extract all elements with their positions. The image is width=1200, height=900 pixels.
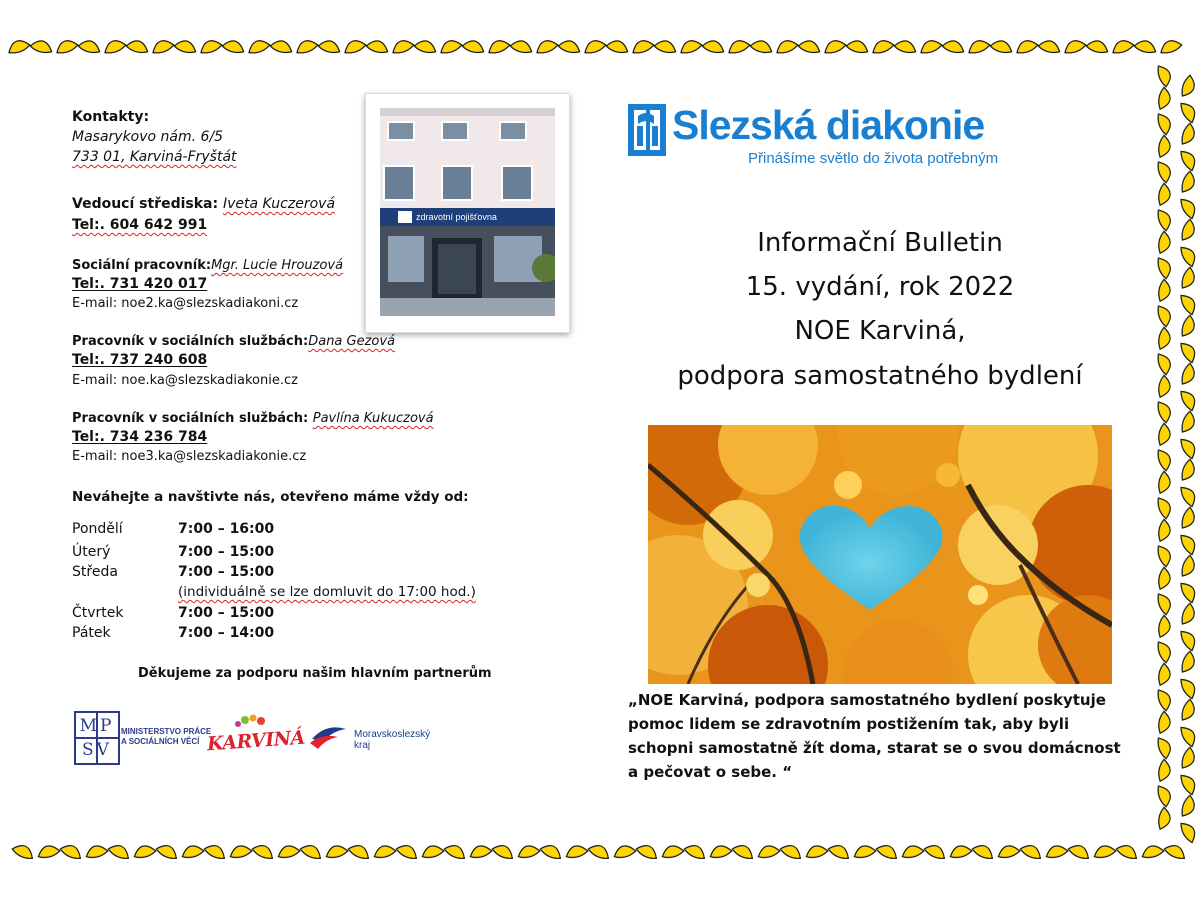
candy-corn-icon	[1180, 362, 1200, 388]
building-photo	[365, 93, 570, 333]
candy-corn-icon	[1115, 838, 1141, 861]
candy-corn-icon	[683, 838, 709, 861]
candy-corn-icon	[35, 839, 60, 859]
candy-corn-icon	[1139, 839, 1164, 859]
title-line-1: Informační Bulletin	[757, 228, 1003, 258]
candy-corn-icon	[30, 34, 55, 54]
candy-corn-icon	[1157, 567, 1176, 591]
candy-corn-icon	[707, 839, 732, 859]
candy-corn-icon	[827, 838, 853, 861]
candy-corn-icon	[821, 34, 847, 56]
candy-corn-icon	[563, 839, 588, 859]
candy-corn-icon	[750, 34, 775, 54]
candy-corn-icon	[1180, 698, 1200, 724]
hours-time-4: 7:00 – 14:00	[178, 625, 275, 641]
candy-corn-icon	[1163, 838, 1189, 861]
candy-corn-icon	[558, 34, 583, 54]
candy-corn-icon	[1178, 481, 1200, 508]
candy-corn-icon	[1180, 458, 1200, 484]
candy-corn-icon	[227, 839, 252, 859]
manager-phone: Tel:. 604 642 991	[72, 217, 208, 233]
candy-corn-icon	[1156, 446, 1178, 472]
candy-corn-icon	[1180, 410, 1200, 436]
social-worker-email: noe2.ka@slezskadiakoni.cz	[121, 296, 299, 311]
candy-corn-icon	[702, 34, 727, 54]
candy-corn-icon	[323, 839, 348, 859]
title-line-3: NOE Karviná,	[794, 316, 966, 346]
hours-heading: Neváhejte a navštivte nás, otevřeno máme vždy od:	[72, 489, 469, 505]
worker1-phone: Tel:. 737 240 608	[72, 352, 208, 368]
candy-corn-icon	[1178, 529, 1200, 556]
candy-corn-icon	[101, 34, 127, 56]
candy-corn-icon	[467, 839, 492, 859]
candy-corn-icon	[611, 839, 636, 859]
candy-corn-icon	[1178, 433, 1200, 460]
candy-corn-icon	[11, 838, 37, 861]
candy-corn-icon	[1043, 839, 1068, 859]
candy-corn-icon	[174, 34, 199, 54]
candy-corn-icon	[275, 839, 300, 859]
candy-corn-icon	[1157, 423, 1176, 447]
building-sign-text: zdravotní pojišťovna	[416, 212, 497, 222]
moravskoslezsky-kraj-logo	[308, 721, 352, 751]
candy-corn-icon	[389, 34, 415, 56]
candy-corn-icon	[1156, 494, 1178, 520]
manager-name: Iveta Kuczerová	[222, 196, 336, 212]
candy-corn-icon	[1156, 638, 1178, 664]
worker2-email: noe3.ka@slezskadiakonie.cz	[121, 449, 307, 464]
candy-corn-icon	[1157, 519, 1176, 543]
title-line-2: 15. vydání, rok 2022	[745, 272, 1015, 302]
candy-corn-icon	[1180, 506, 1200, 532]
candy-corn-icon	[1038, 34, 1063, 54]
candy-corn-icon	[437, 34, 463, 56]
candy-corn-icon	[1156, 686, 1178, 712]
candy-corn-icon	[1178, 337, 1200, 364]
candy-corn-icon	[875, 838, 901, 861]
karvina-logo	[205, 714, 306, 758]
candy-corn-icon	[917, 34, 943, 56]
candy-corn-icon	[179, 839, 204, 859]
candy-corn-icon	[1178, 385, 1200, 412]
candy-corn-icon	[677, 34, 703, 56]
worker2-name: Pavlína Kukuczová	[312, 411, 434, 426]
worker1-row: Pracovník v sociálních službách:Dana Gezová	[72, 334, 396, 349]
candy-corn-icon	[371, 839, 396, 859]
worker1-email: noe.ka@slezskadiakonie.cz	[121, 373, 298, 388]
candy-corn-icon	[462, 34, 487, 54]
candy-corn-icon	[1180, 794, 1200, 820]
worker1-name: Dana Gezová	[308, 334, 396, 349]
candy-corn-icon	[419, 839, 444, 859]
address-line-2: 733 01, Karviná-Fryštát	[72, 149, 237, 165]
hours-time-2: 7:00 – 15:00	[178, 564, 275, 580]
candy-corn-icon	[515, 839, 540, 859]
candy-corn-icon	[629, 34, 655, 56]
karvina-logo-text: KARVINÁ	[206, 726, 306, 756]
candy-corn-icon	[203, 838, 229, 861]
candy-corn-icon	[798, 34, 823, 54]
candy-corn-icon	[126, 34, 151, 54]
candy-corn-icon	[965, 34, 991, 56]
candy-corn-icon	[587, 838, 613, 861]
candy-corn-icon	[1156, 542, 1178, 568]
candy-corn-icon	[1178, 145, 1200, 172]
worker2-phone: Tel:. 734 236 784	[72, 429, 208, 445]
candy-corn-icon	[59, 838, 85, 861]
candy-corn-icon	[1178, 625, 1200, 652]
candy-corn-icon	[1180, 122, 1200, 148]
hours-day-1: Úterý	[72, 544, 111, 560]
candy-corn-icon	[131, 839, 156, 859]
candy-corn-icon	[725, 34, 751, 56]
candy-corn-icon	[1156, 590, 1178, 616]
candy-corn-icon	[78, 34, 103, 54]
candy-corn-icon	[899, 839, 924, 859]
candy-corn-icon	[990, 34, 1015, 54]
candy-corn-icon	[1178, 241, 1200, 268]
candy-corn-icon	[995, 839, 1020, 859]
social-worker-email-row: E-mail: noe2.ka@slezskadiakoni.cz	[72, 296, 299, 311]
hours-time-1: 7:00 – 15:00	[178, 544, 275, 560]
candy-corn-icon	[443, 838, 469, 861]
candy-corn-icon	[1013, 34, 1039, 56]
candy-corn-icon	[1180, 314, 1200, 340]
candy-corn-icon	[107, 838, 133, 861]
candy-corn-icon	[1157, 183, 1176, 207]
candy-corn-icon	[1156, 110, 1178, 136]
social-worker-name: Mgr. Lucie Hrouzová	[211, 258, 344, 273]
worker1-email-row: E-mail: noe.ka@slezskadiakonie.cz	[72, 373, 298, 388]
candy-corn-icon	[1157, 471, 1176, 495]
thanks-text: Děkujeme za podporu našim hlavním partnerům	[138, 666, 492, 681]
slezska-diakonie-logo-icon	[628, 104, 666, 156]
candy-corn-icon	[1180, 554, 1200, 580]
candy-corn-icon	[1157, 807, 1176, 831]
candy-corn-icon	[1157, 87, 1176, 111]
hours-day-3: Čtvrtek	[72, 605, 124, 621]
candy-corn-icon	[533, 34, 559, 56]
candy-corn-icon	[53, 34, 79, 56]
candy-corn-icon	[869, 34, 895, 56]
worker2-email-row: E-mail: noe3.ka@slezskadiakonie.cz	[72, 449, 307, 464]
candy-corn-icon	[414, 34, 439, 54]
candy-corn-icon	[1157, 34, 1183, 56]
candy-corn-icon	[1178, 577, 1200, 604]
hours-day-4: Pátek	[72, 625, 111, 641]
candy-corn-icon	[1091, 839, 1116, 859]
candy-corn-icon	[5, 34, 31, 56]
autumn-heart-photo	[648, 425, 1112, 684]
mission-quote: „NOE Karviná, podpora samostatného bydlení poskytuje pomoc lidem se zdravotním postižením tak, aby byli schopni samostatně žít doma, starat se o svou domácnost a pečovat o sebe. “	[628, 691, 1121, 781]
candy-corn-icon	[846, 34, 871, 54]
candy-corn-icon	[491, 838, 517, 861]
candy-corn-icon	[1157, 663, 1176, 687]
candy-corn-icon	[1180, 170, 1200, 196]
candy-corn-icon	[245, 34, 271, 56]
candy-corn-icon	[581, 34, 607, 56]
candy-corn-icon	[155, 838, 181, 861]
slezska-diakonie-tagline: Přinášíme světlo do života potřebným	[748, 150, 999, 167]
candy-corn-icon	[894, 34, 919, 54]
candy-corn-icon	[197, 34, 223, 56]
candy-corn-icon	[1178, 769, 1200, 796]
candy-corn-icon	[654, 34, 679, 54]
worker2-row: Pracovník v sociálních službách: Pavlína Kukuczová	[72, 411, 434, 426]
hours-time-3: 7:00 – 15:00	[178, 605, 275, 621]
hours-note: (individuálně se lze domluvit do 17:00 hod.)	[178, 584, 476, 600]
address-line-1: Masarykovo nám. 6/5	[72, 129, 224, 145]
candy-corn-icon	[1156, 782, 1178, 808]
candy-corn-icon	[947, 839, 972, 859]
candy-corn-icon	[395, 838, 421, 861]
social-worker-row: Sociální pracovník:Mgr. Lucie Hrouzová	[72, 258, 344, 273]
candy-corn-icon	[366, 34, 391, 54]
candy-corn-icon	[1178, 97, 1200, 124]
candy-corn-icon	[1178, 817, 1200, 844]
candy-corn-icon	[1157, 135, 1176, 159]
candy-corn-icon	[1109, 34, 1135, 56]
candy-corn-icon	[1156, 62, 1178, 88]
hours-day-0: Pondělí	[72, 521, 123, 537]
candy-corn-icon	[1180, 266, 1200, 292]
candy-corn-icon	[347, 838, 373, 861]
candy-corn-icon	[222, 34, 247, 54]
candy-corn-icon	[251, 838, 277, 861]
candy-corn-icon	[1180, 602, 1200, 628]
candy-corn-icon	[1157, 759, 1176, 783]
candy-corn-icon	[1157, 711, 1176, 735]
hours-day-2: Středa	[72, 564, 118, 580]
candy-corn-icon	[485, 34, 511, 56]
mpsv-text: MINISTERSTVO PRÁCE A SOCIÁLNÍCH VĚCÍ	[121, 727, 212, 746]
candy-corn-icon	[1178, 721, 1200, 748]
candy-corn-icon	[1178, 673, 1200, 700]
candy-corn-icon	[1067, 838, 1093, 861]
candy-corn-icon	[606, 34, 631, 54]
contacts-heading: Kontakty:	[72, 109, 150, 125]
candy-corn-icon	[1134, 34, 1159, 54]
candy-corn-icon	[83, 839, 108, 859]
candy-corn-icon	[971, 838, 997, 861]
mpsv-abbr-bottom: SV	[82, 740, 112, 760]
title-line-4: podpora samostatného bydlení	[677, 361, 1083, 391]
candy-corn-icon	[341, 34, 367, 56]
mpsv-logo	[74, 711, 120, 765]
manager-row: Vedoucí střediska: Iveta Kuczerová	[72, 196, 336, 212]
candy-corn-icon	[270, 34, 295, 54]
candy-corn-icon	[1086, 34, 1111, 54]
candy-corn-icon	[1178, 289, 1200, 316]
candy-corn-icon	[923, 838, 949, 861]
candy-corn-icon	[1180, 74, 1200, 100]
candy-corn-icon	[803, 839, 828, 859]
msk-text: Moravskoslezský kraj	[354, 729, 431, 751]
candy-corn-icon	[1156, 158, 1178, 184]
candy-corn-icon	[1156, 398, 1178, 424]
candy-corn-icon	[1019, 838, 1045, 861]
candy-corn-icon	[1180, 218, 1200, 244]
slezska-diakonie-logo-name: Slezská diakonie	[672, 102, 985, 148]
candy-corn-icon	[1156, 734, 1178, 760]
candy-corn-icon	[510, 34, 535, 54]
candy-corn-icon	[773, 34, 799, 56]
candy-corn-icon	[1157, 615, 1176, 639]
candy-corn-icon	[299, 838, 325, 861]
social-worker-phone: Tel:. 731 420 017	[72, 276, 208, 292]
candy-corn-icon	[1061, 34, 1087, 56]
candy-corn-icon	[731, 838, 757, 861]
candy-corn-icon	[755, 839, 780, 859]
candy-corn-icon	[318, 34, 343, 54]
candy-corn-icon	[1180, 650, 1200, 676]
candy-corn-icon	[659, 839, 684, 859]
candy-corn-icon	[942, 34, 967, 54]
candy-corn-icon	[779, 838, 805, 861]
candy-corn-icon	[149, 34, 175, 56]
hours-time-0: 7:00 – 16:00	[178, 521, 275, 537]
candy-corn-icon	[1180, 746, 1200, 772]
candy-corn-icon	[851, 839, 876, 859]
mpsv-abbr-top: MP	[79, 716, 115, 736]
candy-corn-icon	[293, 34, 319, 56]
candy-corn-icon	[1178, 193, 1200, 220]
candy-corn-icon	[635, 838, 661, 861]
candy-corn-icon	[539, 838, 565, 861]
